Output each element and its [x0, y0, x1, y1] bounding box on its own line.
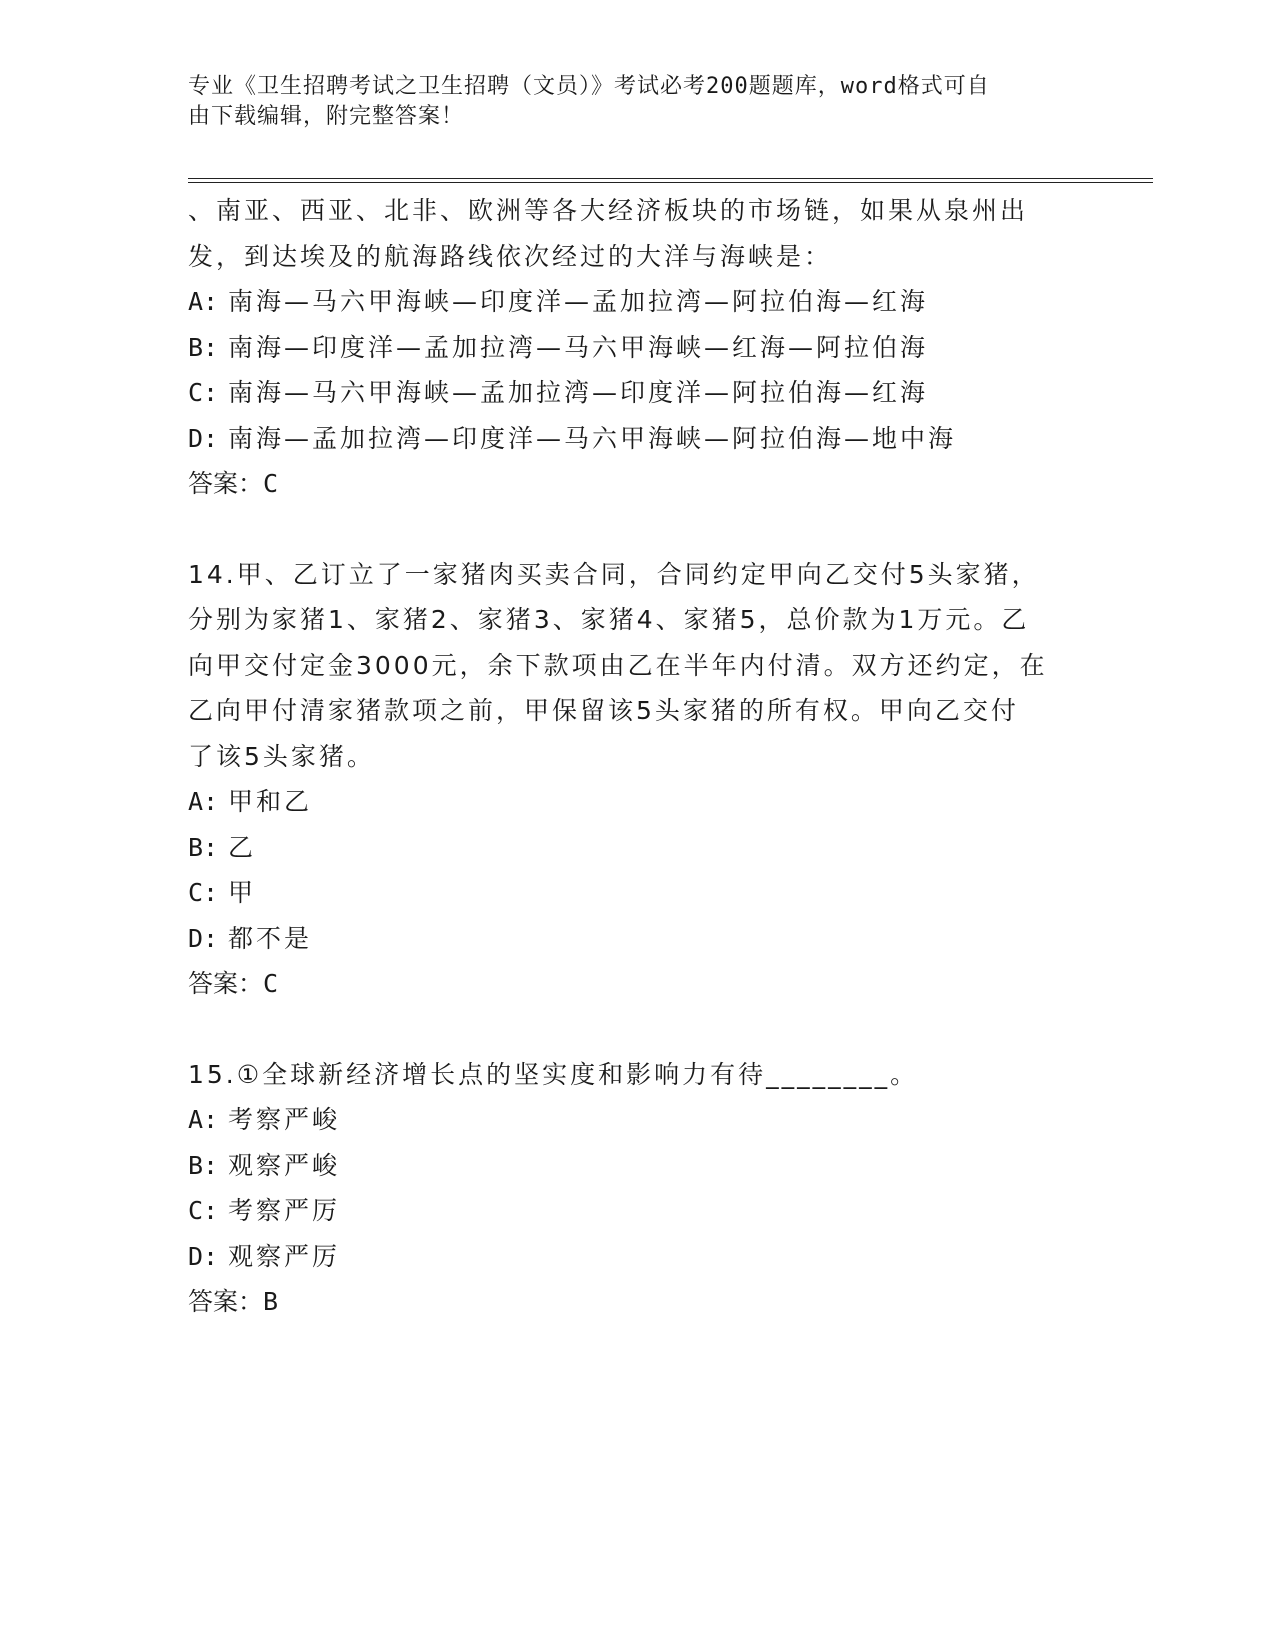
question-13 [188, 188, 1088, 507]
question-stem-line: 乙向甲付清家猪款项之前，甲保留该5头家猪的所有权。甲向乙交付 [188, 696, 1019, 725]
answer-value: C [263, 469, 279, 498]
option-text: 观察严峻 [228, 1150, 341, 1180]
answer-line [188, 461, 1088, 507]
option-b [188, 825, 1088, 871]
option-text: 南海—印度洋—孟加拉湾—马六甲海峡—红海—阿拉伯海 [228, 332, 929, 362]
answer-label: 答案： [188, 1287, 264, 1316]
answer-label: 答案： [188, 469, 264, 498]
question-stem-line: 、南亚、西亚、北非、欧洲等各大经济板块的市场链，如果从泉州出 [188, 196, 1029, 225]
question-stem-line: 15.①全球新经济增长点的坚实度和影响力有待________。 [188, 1059, 919, 1089]
answer-line [188, 961, 1088, 1007]
option-key: A: [188, 1105, 219, 1134]
answer-value: B [263, 1287, 279, 1316]
document-header [188, 72, 1068, 132]
question-spacer [188, 507, 1088, 552]
answer-value: C [263, 969, 279, 998]
option-text: 观察严厉 [228, 1241, 341, 1271]
option-key: A: [188, 287, 219, 316]
option-key: D: [188, 923, 219, 953]
question-stem-line: 14.甲、乙订立了一家猪肉买卖合同，合同约定甲向乙交付5头家猪， [188, 559, 1040, 589]
option-b [188, 325, 1088, 371]
option-key: B: [188, 1150, 219, 1180]
option-key: B: [188, 332, 219, 362]
header-line-1: 专业《卫生招聘考试之卫生招聘（文员）》考试必考200题题库，word格式可自 [188, 74, 990, 99]
option-text: 南海—马六甲海峡—印度洋—孟加拉湾—阿拉伯海—红海 [228, 287, 929, 316]
question-14 [188, 552, 1088, 1007]
option-text: 考察严峻 [228, 1105, 341, 1134]
option-d [188, 1234, 1088, 1280]
answer-label: 答案： [188, 969, 264, 998]
question-15 [188, 1052, 1088, 1325]
option-b [188, 1143, 1088, 1189]
option-text: 都不是 [228, 923, 313, 953]
option-key: C: [188, 878, 219, 907]
question-stem-line: 了该5头家猪。 [188, 741, 375, 771]
option-text: 甲和乙 [228, 787, 313, 816]
option-text: 甲 [228, 878, 257, 907]
option-key: A: [188, 787, 219, 816]
option-text: 南海—孟加拉湾—印度洋—马六甲海峡—阿拉伯海—地中海 [228, 423, 957, 453]
option-key: D: [188, 423, 219, 453]
header-divider-top [188, 178, 1153, 179]
option-text: 乙 [228, 832, 257, 862]
question-list [188, 188, 1088, 1325]
question-spacer [188, 1007, 1088, 1052]
option-a [188, 279, 1088, 325]
option-key: B: [188, 832, 219, 862]
answer-line [188, 1279, 1088, 1325]
option-key: C: [188, 1196, 219, 1225]
option-c [188, 1188, 1088, 1234]
option-c [188, 870, 1088, 916]
question-stem-line: 发，到达埃及的航海路线依次经过的大洋与海峡是： [188, 241, 833, 271]
option-text: 南海—马六甲海峡—孟加拉湾—印度洋—阿拉伯海—红海 [228, 378, 929, 407]
option-d [188, 916, 1088, 962]
option-d [188, 416, 1088, 462]
question-stem-line: 向甲交付定金3000元，余下款项由乙在半年内付清。双方还约定，在 [188, 650, 1048, 680]
question-stem-line: 分别为家猪1、家猪2、家猪3、家猪4、家猪5，总价款为1万元。乙 [188, 605, 1030, 634]
option-a [188, 779, 1088, 825]
option-text: 考察严厉 [228, 1196, 341, 1225]
option-key: C: [188, 378, 219, 407]
option-key: D: [188, 1241, 219, 1271]
header-line-2: 由下载编辑，附完整答案！ [188, 104, 465, 129]
option-c [188, 370, 1088, 416]
option-a [188, 1097, 1088, 1143]
header-divider-bottom [188, 182, 1153, 183]
